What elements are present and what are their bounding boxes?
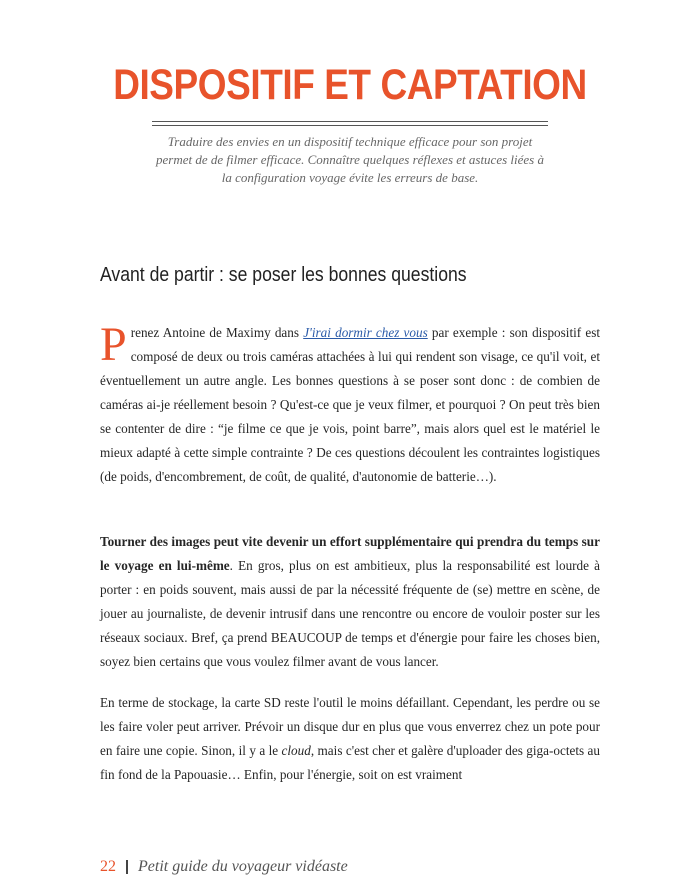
body-paragraph-2: [100, 530, 600, 674]
title-divider-bottom: [152, 125, 548, 126]
footer-divider: [126, 860, 128, 874]
body-paragraph-1: [100, 318, 600, 489]
drop-cap: P: [100, 318, 127, 371]
paragraph-3-text-end: , mais c'est cher et galère d'uploader des giga-octets au fin fond de la Papouasie… Enfin, pour l'énergie, soit on est vraiment: [100, 743, 600, 782]
paragraph-2-bold-lead: Tourner des images peut vite devenir un effort supplémentaire qui prendra du temps sur le voyage en lui-même: [100, 534, 600, 573]
page-footer: [100, 856, 348, 880]
paragraph-1-text-start: renez Antoine de Maximy dans: [130, 325, 304, 340]
show-title-link[interactable]: J'irai dormir chez vous: [303, 325, 428, 340]
title-divider-top: [152, 121, 548, 122]
book-title: Petit guide du voyageur vidéaste: [138, 858, 348, 875]
paragraph-3-text-start: En terme de stockage, la carte SD reste l'outil le moins défaillant. Cependant, les perdre ou se les faire voler peut arriver. Prévoir un disque dur en plus que vous enverrez chez un pote pour en faire une copie. Sinon, il y a le: [100, 695, 600, 758]
section-heading: Avant de partir : se poser les bonnes questions: [100, 264, 467, 286]
page-number: 22: [100, 858, 116, 875]
paragraph-1-text-end: par exemple : son dispositif est composé de deux ou trois caméras attachées à lui qui rendent son visage, ce qu'il voit, et éventuellement un autre angle. Les bonnes questions à se poser sont donc : de combien de caméras ai-je réellement besoin ? Qu'est-ce que je veux filmer, et pourquoi ? On peut très bien se contenter de dire : “je filme ce que je vois, point barre”, mais alors quel est le matériel le mieux adapté à cette simple contrainte ? De ces questions découlent les contraintes logistiques (de poids, d'encombrement, de coût, de qualité, d'autonomie de batterie…).: [100, 325, 600, 484]
body-paragraph-3: [100, 691, 600, 787]
chapter-title: DISPOSITIF ET CAPTATION: [113, 61, 587, 109]
paragraph-3-italic-word: cloud: [281, 743, 311, 758]
paragraph-2-text: . En gros, plus on est ambitieux, plus la responsabilité est lourde à porter : en poids souvent, mais aussi de par la nécessité fréquente de (se) mettre en scène, de jouer au journaliste, de devenir intrusif dans une rencontre ou encore de vouloir poster sur les réseaux sociaux. Bref, ça prend BEAUCOUP de temps et d'énergie pour faire les choses bien, soyez bien certains que vous voulez filmer avant de vous lancer.: [100, 558, 600, 669]
chapter-intro: Traduire des envies en un dispositif technique efficace pour son projet permet de de filmer efficace. Connaître quelques réflexes et astuces liées à la configuration voyage évite les erreurs de base.: [156, 134, 544, 185]
